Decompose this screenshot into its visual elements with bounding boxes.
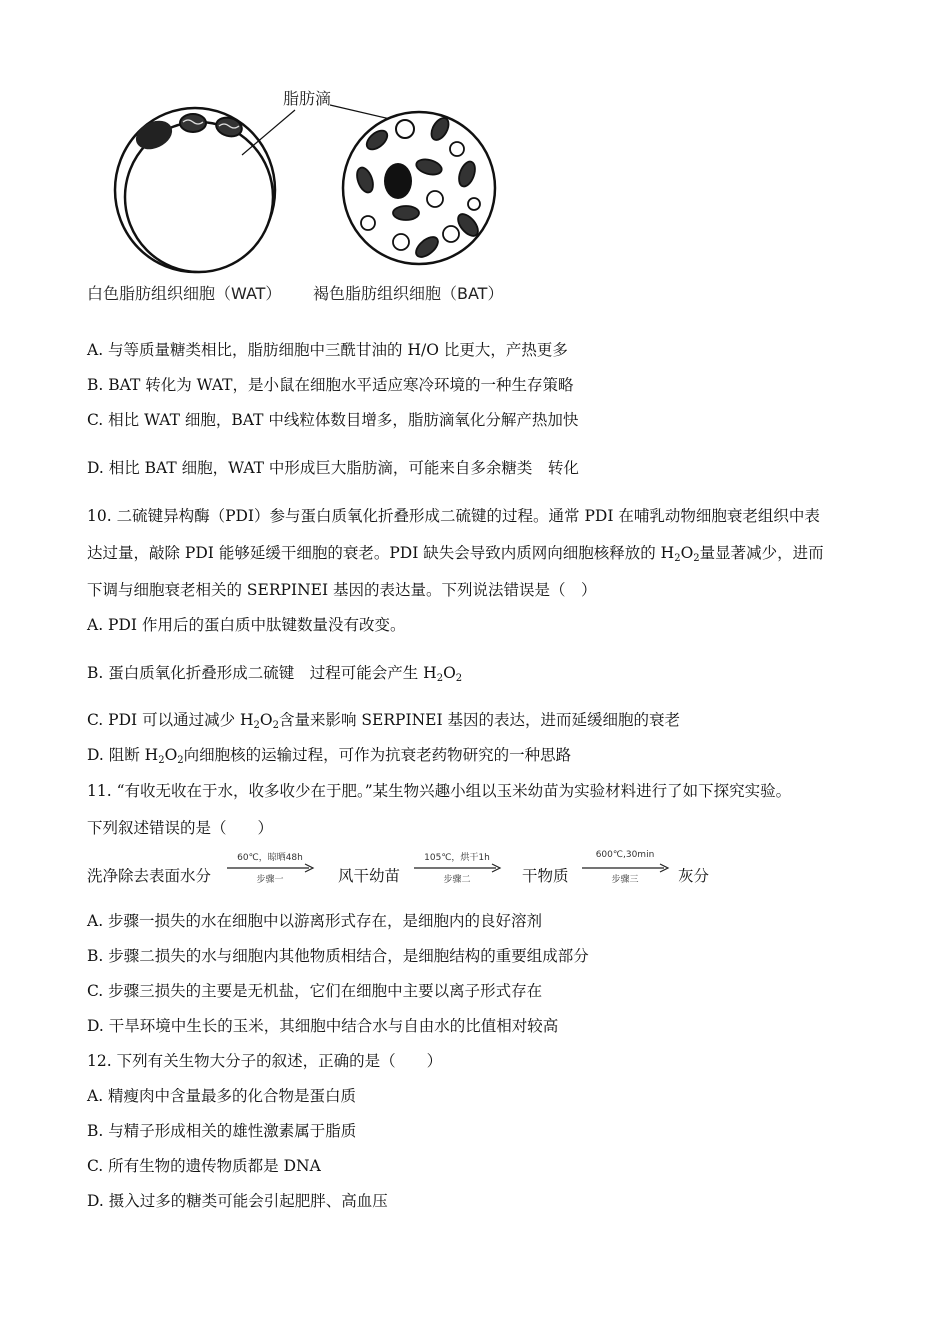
q12-option-a: A. 精瘦肉中含量最多的化合物是蛋白质 — [87, 1087, 357, 1105]
q11-option-d: D. 干旱环境中生长的玉米，其细胞中结合水与自由水的比值相对较高 — [87, 1017, 559, 1035]
q10-stem-line3: 下调与细胞衰老相关的 SERPINEI 基因的表达量。下列说法错误是（ ） — [87, 581, 597, 599]
bat-cell — [343, 112, 495, 264]
step1-label: 步骤一 — [256, 875, 284, 885]
q10-option-a: A. PDI 作用后的蛋白质中肽键数量没有改变。 — [87, 616, 406, 634]
step2-condition: 105℃，烘干1h — [424, 853, 490, 863]
q9-option-c: C. 相比 WAT 细胞，BAT 中线粒体数目增多，脂肪滴氧化分解产热加快 — [87, 411, 579, 429]
bat-caption: 褐色脂肪组织细胞（BAT） — [313, 284, 504, 303]
step1-condition: 60℃，晾晒48h — [237, 853, 303, 863]
droplet-label: 脂肪滴 — [283, 89, 332, 108]
q10-option-d: D. 阻断 $H_2O_2$向细胞核的运输过程，可作为抗衰老药物研究的一种思路 — [87, 746, 572, 766]
flow-arrow-1 — [225, 850, 315, 886]
q9-option-a: A. 与等质量糖类相比，脂肪细胞中三酰甘油的 H/O 比更大，产热更多 — [87, 341, 568, 359]
q12-option-b: B. 与精子形成相关的雄性激素属于脂质 — [87, 1122, 357, 1140]
q10-stem-line1: 10. 二硫键异构酶（PDI）参与蛋白质氧化折叠形成二硫键的过程。通常 PDI 在哺乳动物细胞衰老组织中表 — [87, 507, 820, 525]
q12-stem: 12. 下列有关生物大分子的叙述，正确的是（ ） — [87, 1052, 443, 1070]
flow-stage-2: 风干幼苗 — [338, 867, 401, 885]
wat-cell — [115, 108, 275, 272]
q9-option-b: B. BAT 转化为 WAT，是小鼠在细胞水平适应寒冷环境的一种生存策略 — [87, 376, 574, 394]
q11-option-c: C. 步骤三损失的主要是无机盐，它们在细胞中主要以离子形式存在 — [87, 982, 543, 1000]
q11-stem-line1: 11. “有收无收在于水，收多收少在于肥。”某生物兴趣小组以玉米幼苗为实验材料进行了如下探究实验。 — [87, 782, 792, 800]
q9-option-d: D. 相比 BAT 细胞，WAT 中形成巨大脂肪滴，可能来自多余糖类 转化 — [87, 459, 579, 477]
step3-condition: 600℃,30min — [595, 850, 655, 860]
q11-stem-line2: 下列叙述错误的是（ ） — [87, 819, 274, 837]
step3-label: 步骤三 — [611, 875, 639, 885]
q12-option-d: D. 摄入过多的糖类可能会引起肥胖、高血压 — [87, 1192, 388, 1210]
fat-cell-diagram — [85, 80, 545, 315]
flow-stage-3: 干物质 — [522, 867, 569, 885]
q10-stem-line2: 达过量，敲除 PDI 能够延缓干细胞的衰老。PDI 缺失会导致内质网向细胞核释放的 $H_2O_2$量显著减少，进而 — [87, 544, 824, 564]
flow-arrow-3 — [580, 850, 670, 886]
q11-option-a: A. 步骤一损失的水在细胞中以游离形式存在，是细胞内的良好溶剂 — [87, 912, 543, 930]
cell-figure — [85, 80, 545, 315]
step2-label: 步骤二 — [443, 875, 471, 885]
flow-stage-1: 洗净除去表面水分 — [87, 867, 212, 885]
q10-option-b: B. 蛋白质氧化折叠形成二硫键 过程可能会产生 $H_2O_2$ — [87, 664, 463, 684]
q12-option-c: C. 所有生物的遗传物质都是 DNA — [87, 1157, 321, 1175]
q11-option-b: B. 步骤二损失的水与细胞内其他物质相结合，是细胞结构的重要组成部分 — [87, 947, 589, 965]
wat-caption: 白色脂肪组织细胞（WAT） — [87, 284, 282, 303]
flow-arrow-2 — [412, 850, 502, 886]
q10-option-c: C. PDI 可以通过减少 $H_2O_2$含量来影响 SERPINEI 基因的表达，进而延缓细胞的衰老 — [87, 711, 680, 731]
flow-stage-4: 灰分 — [678, 867, 710, 885]
